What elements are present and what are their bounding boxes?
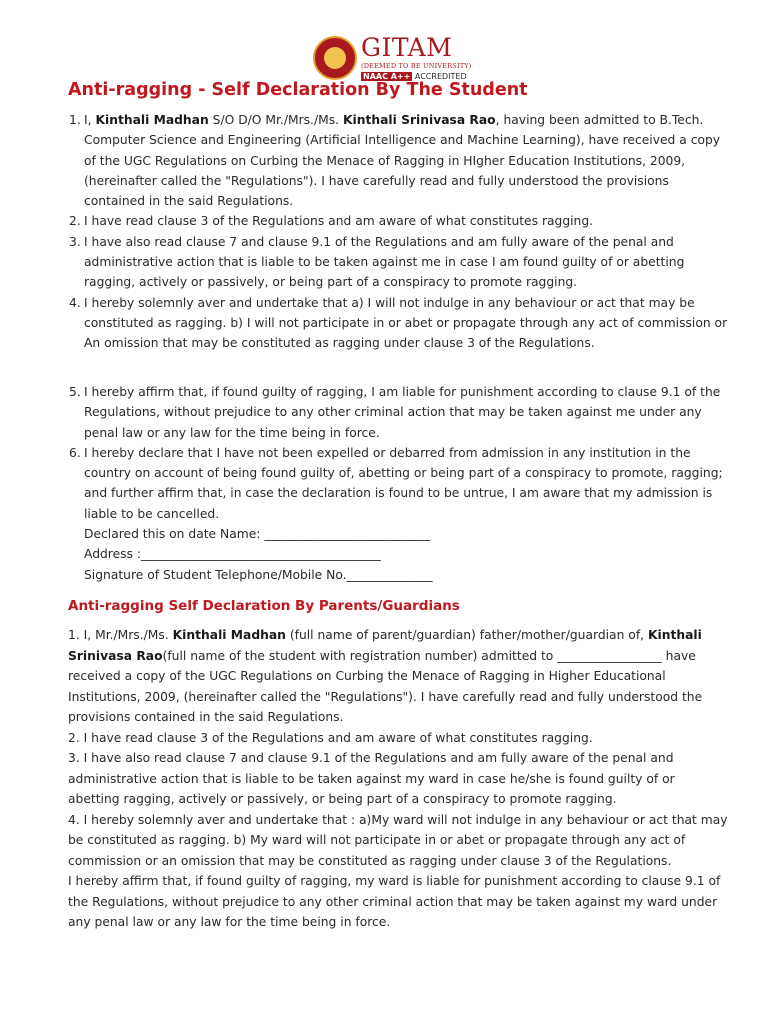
parent-paragraph-3: 3. I have also read clause 7 and clause 9.1 of the Regulations and am fully aware of the penal and administrative action that is liable to be taken against my ward in case he/she is found guilty of or abetting ragging, actively or passively, or being part of a conspiracy to promote ragging. (68, 751, 675, 806)
list-item-continuation: An omission that may be constituted as ragging under clause 3 of the Regulations. (84, 336, 595, 351)
parent-paragraph-5: I hereby affirm that, if found guilty of ragging, my ward is liable for punishment according to clause 9.1 of the Regulations, without prejudice to any other criminal action that may be taken against my ward under any penal law or any law for the time being in force. (68, 874, 721, 929)
gitam-seal-icon (313, 36, 357, 80)
parent-paragraph-2: 2. I have read clause 3 of the Regulations and am aware of what constitutes ragging. (68, 730, 593, 745)
gitam-logo (313, 33, 472, 84)
list-item: 5. I hereby affirm that, if found guilty of ragging, I am liable for punishment according to clause 9.1 of the Regulations, without prejudice to any other criminal action that may be taken against me under any penal law or any law for the time being in force. (69, 385, 721, 440)
signature-phone-field: Signature of Student Telephone/Mobile No.______________ (84, 567, 433, 582)
parent-name: Kinthali Madhan (172, 628, 286, 642)
list-item: 6. I hereby declare that I have not been expelled or debarred from admission in any institution in the country on account of being found guilty of, abetting or being part of a conspiracy to promote, ragging; and further affirm that, in case the declaration is found to be untrue, I am aware that my admission is liable to be cancelled. (69, 445, 723, 521)
declared-date-name-field: Declared this on date Name: ___________________________ (84, 527, 431, 542)
list-item: 4. I hereby solemnly aver and undertake that a) I will not indulge in any behaviour or act that may be constituted as ragging. b) I will not participate in or abet or propagate through any act of commission or (69, 295, 728, 330)
parent-declaration-body (68, 625, 728, 933)
student-declaration-title: Anti-ragging - Self Declaration By The Student (68, 80, 528, 100)
list-item: 3. I have also read clause 7 and clause 9.1 of the Regulations and am fully aware of the penal and administrative action that is liable to be taken against me in case I am found guilty of or abetting ragging, actively or passively, or being part of a conspiracy to promote ragging. (69, 234, 685, 290)
logo-name: GITAM (361, 33, 453, 62)
list-item: 1. I, Kinthali Madhan S/O D/O Mr./Mrs./Ms. Kinthali Srinivasa Rao, having been admitted to B.Tech. Computer Science and Engineering (Artificial Intelligence and Machine Learning), have received a copy of the UGC Regulations on Curbing the Menace of Ragging in HIgher Education Institutions, 2009, (hereinafter called the "Regulations"). I have carefully read and fully understood the provisions contained in the said Regulations. (69, 113, 721, 209)
parent-paragraph-1: 1. I, Mr./Mrs./Ms. Kinthali Madhan (full name of parent/guardian) father/mother/guardian of, Kinthali Srinivasa Rao(full name of the student with registration number) admitted to _________________ have received a copy of the UGC Regulations on Curbing the Menace of Ragging in Higher Educational Institutions, 2009, (hereinafter called the "Regulations"). I have carefully read and fully understood the provisions contained in the said Regulations. (68, 628, 703, 724)
accredited-label: ACCREDITED (414, 72, 467, 81)
address-field: Address :_______________________________________ (84, 547, 381, 562)
parent-paragraph-4: 4. I hereby solemnly aver and undertake that : a)My ward will not indulge in any behaviour or act that may be constituted as ragging. b) My ward will not participate in or abet or propagate through any act of commission or an omission that may be constituted as ragging under clause 3 of the Regulations. (68, 812, 728, 868)
student-parent-name: Kinthali Srinivasa Rao (342, 113, 496, 127)
parent-declaration-title: Anti-ragging Self Declaration By Parents/Guardians (68, 598, 460, 614)
list-item: 2. I have read clause 3 of the Regulations and am aware of what constitutes ragging. (69, 214, 594, 229)
logo-tagline: (DEEMED TO BE UNIVERSITY) (361, 62, 472, 70)
student-father-name: Kinthali Madhan (95, 113, 209, 127)
naac-badge: NAAC A++ (363, 72, 411, 81)
student-declaration-list (0, 110, 768, 354)
ward-name: Kinthali Srinivasa Rao (68, 628, 702, 663)
student-declaration-list-2 (0, 382, 768, 585)
